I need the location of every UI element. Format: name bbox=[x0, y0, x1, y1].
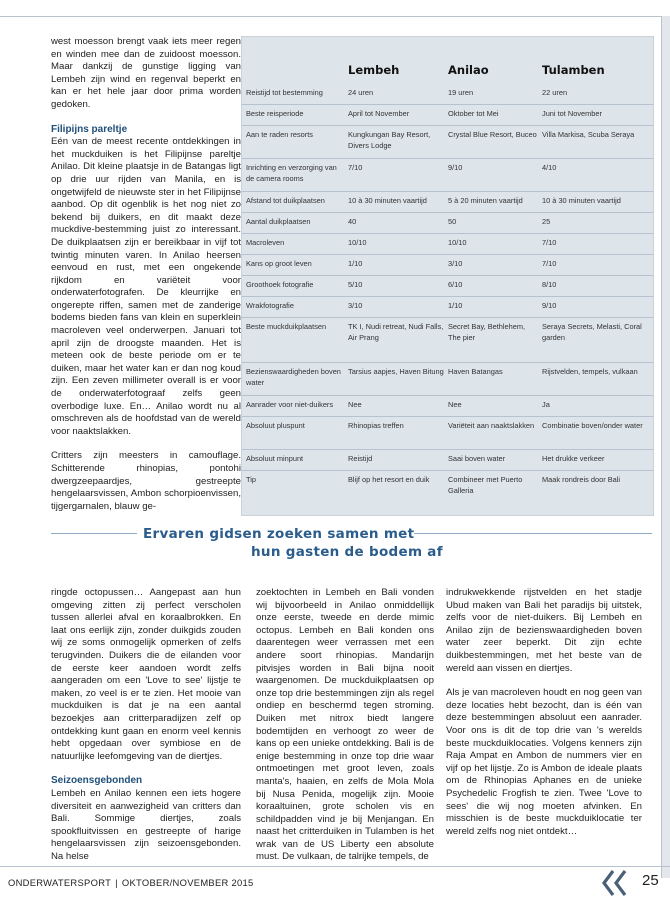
cell-lembeh: 3/10 bbox=[348, 301, 363, 310]
cell-anilao: Crystal Blue Resort, Buceo bbox=[448, 130, 537, 139]
cell-tulamben: Juni tot November bbox=[542, 109, 602, 118]
row-label: Reistijd tot bestemming bbox=[246, 88, 323, 97]
cell-tulamben: Rijstvelden, tempels, vulkaan bbox=[542, 367, 638, 376]
table-row bbox=[242, 280, 653, 297]
cell-anilao: Nee bbox=[448, 400, 462, 409]
row-label: Bezienswaardigheden boven water bbox=[246, 367, 341, 387]
cell-lembeh: 10/10 bbox=[348, 238, 367, 247]
article-column-bottom-right bbox=[446, 587, 642, 838]
row-label: Aantal duikplaatsen bbox=[246, 217, 311, 226]
header-tulamben: Tulamben bbox=[542, 63, 605, 77]
row-label: Macroleven bbox=[246, 238, 285, 247]
cell-lembeh: Reistijd bbox=[348, 454, 373, 463]
cell-tulamben: 22 uren bbox=[542, 88, 568, 97]
cell-tulamben: Combinatie boven/onder water bbox=[542, 421, 643, 430]
table-row bbox=[242, 367, 653, 396]
cell-tulamben: 9/10 bbox=[542, 301, 557, 310]
footer-rule bbox=[0, 866, 670, 867]
cell-tulamben: Maak rondreis door Bali bbox=[542, 475, 621, 484]
row-label: Groothoek fotografie bbox=[246, 280, 314, 289]
row-label: Beste reisperiode bbox=[246, 109, 304, 118]
cell-anilao: 5 à 20 minuten vaartijd bbox=[448, 196, 523, 205]
pullquote-rule-right bbox=[414, 533, 652, 534]
section-heading-seizoensgebonden: Seizoensgebonden bbox=[51, 775, 143, 787]
cell-anilao: Oktober tot Mei bbox=[448, 109, 499, 118]
cell-anilao: 19 uren bbox=[448, 88, 474, 97]
row-label: Absoluut minpunt bbox=[246, 454, 304, 463]
table-row bbox=[242, 475, 653, 503]
cell-lembeh: Rhinopias treffen bbox=[348, 421, 404, 430]
issue-date: OKTOBER/NOVEMBER 2015 bbox=[121, 877, 254, 888]
table-row bbox=[242, 400, 653, 417]
cell-tulamben: 7/10 bbox=[542, 238, 557, 247]
row-label: Aan te raden resorts bbox=[246, 130, 313, 139]
row-label: Beste muckduikplaatsen bbox=[246, 322, 327, 331]
row-label: Absoluut pluspunt bbox=[246, 421, 305, 430]
table-header-row bbox=[242, 65, 653, 81]
table-row bbox=[242, 322, 653, 363]
article-column-bottom-middle bbox=[256, 587, 434, 864]
cell-anilao: Variëteit aan naaktslakken bbox=[448, 421, 535, 430]
cell-tulamben: Het drukke verkeer bbox=[542, 454, 605, 463]
pullquote-rule-left bbox=[51, 533, 137, 534]
table-row bbox=[242, 301, 653, 318]
row-label: Inrichting en verzorging van de camera rooms bbox=[246, 163, 337, 183]
cell-anilao: 1/10 bbox=[448, 301, 463, 310]
conclusion-paragraph: Als je van macroleven houdt en nog geen van deze locaties hebt bezocht, dan is één van deze bestemmingen absoluut een aanrader. Voor ons is dit de top drie van 's werelds beste muckduiklocaties. Volgens kenners zijn Raja Ampat en Ambon de nummers vier en vijf op het lijstje. Zo is Ambon de ideale plaats om de Rhinopias Aphanes en de unieke Psychedelic Frogfish te zien. Twee 'Love to sees' die wij nog moeten afvinken. En misschien is de beste muckduiklocatie ter wereld zelfs nog niet ontdekt… bbox=[446, 687, 642, 837]
table-row bbox=[242, 217, 653, 234]
table-row bbox=[242, 259, 653, 276]
cell-anilao: Secret Bay, Bethlehem, The pier bbox=[448, 322, 526, 342]
anilao-paragraph: Eén van de meest recente ontdekkingen in het muckduiken is het Filipijnse pareltje Anilao. Dit kleine plaatsje in de Batangas ligt op drie uur rijden van Manila, en is ongetwijfeld de nieuwste ster in het Filipijnse aanbod. Op dit ogenblik is het nog niet zo bekend bij duikers, en dit maakt deze muckdive-bestemming juist zo interessant. De duikplaatsen zijn er bereikbaar in vijf tot twintig minuten varen. In Anilao heersen eenvoud en rust, met een ongekende rijkdom en variëteit voor onderwaterfotografen. De kleurrijke en ongerepte riffen, samen met de zanderige bodems bieden fans van klein en superklein macroleven veel onderwerpen. Januari tot april zijn de droogste maanden. Het is meteen ook de beste periode om er te duiken, maar het water kan er dan nog koud zijn. Een zeven millimeter overall is er voor de onderwaterfotograaf zelfs geen overbodige luxe. En… Anilao wordt nu al omschreven als de hoofdstad van de wereld voor naaktslakken. bbox=[51, 136, 241, 437]
cell-anilao: Saai boven water bbox=[448, 454, 506, 463]
cell-lembeh: Kungkungan Bay Resort, Divers Lodge bbox=[348, 130, 431, 150]
magazine-name: ONDERWATERSPORT bbox=[8, 877, 112, 888]
cell-tulamben: Seraya Secrets, Melasti, Coral garden bbox=[542, 322, 642, 342]
cell-tulamben: 4/10 bbox=[542, 163, 557, 172]
article-column-bottom-left bbox=[51, 587, 241, 863]
cell-tulamben: Villa Markisa, Scuba Seraya bbox=[542, 130, 635, 139]
table-row bbox=[242, 196, 653, 213]
header-anilao: Anilao bbox=[448, 63, 489, 77]
searches-paragraph: zoektochten in Lembeh en Bali vonden wij bijvoorbeeld in Anilao onmiddellijk onze eerste, tweede en derde mimic octopus. Lembeh en Bali konden ons daarentegen weer verrassen met een andere soort rhinopias. Mandarijn pitvisjes worden in Bali bijna nooit waargenomen. De muckduikplaatsen op onze top drie bestemmingen zijn als regel ondiep en beschermd tegen stroming. Duiken met nitrox biedt langere bodemtijden en verhoogt zo weer de kans op een unieke ontdekking. Bali is de enige bestemming in onze top drie waar ontmoetingen met groot leven, zoals manta's, haaien, en zelfs de Mola Mola bij Nusa Penida, mogelijk zijn. Mooie koraaltuinen, grote scholen vis en schildpadden vind je bij Menjangan. En naast het critterduiken in Tulamben is het wrak van de US Liberty een absolute must. De vulkaan, de talrijke tempels, de bbox=[256, 587, 434, 863]
page-number: 25 bbox=[642, 872, 659, 889]
article-column-left bbox=[51, 36, 241, 513]
row-label: Tip bbox=[246, 475, 256, 484]
cell-lembeh: Tarsius aapjes, Haven Bitung bbox=[348, 367, 444, 376]
table-row bbox=[242, 163, 653, 192]
cell-tulamben: 10 à 30 minuten vaartijd bbox=[542, 196, 621, 205]
cell-lembeh: 24 uren bbox=[348, 88, 374, 97]
header-lembeh: Lembeh bbox=[348, 63, 400, 77]
page-frame-top bbox=[0, 0, 670, 17]
cell-tulamben: 7/10 bbox=[542, 259, 557, 268]
cell-tulamben: 25 bbox=[542, 217, 551, 226]
row-label: Afstand tot duikplaatsen bbox=[246, 196, 325, 205]
cell-anilao: 10/10 bbox=[448, 238, 467, 247]
row-label: Kans op groot leven bbox=[246, 259, 312, 268]
page-frame-right bbox=[661, 16, 670, 878]
cell-anilao: 6/10 bbox=[448, 280, 463, 289]
octopus-paragraph: ringde octopussen… Aangepast aan hun omgeving zitten zij perfect verscholen tussen allerlei afval en koraalbrokken. En laat ons eerlijk zijn, zonder duikgids zouden wij ze soms onmogelijk opmerken of zelfs terugvinden. Duikers die de eilanden voor de eerste keer aandoen wordt zelfs aangeraden om een 'Love to see' lijstje te maken, zo veel is er te zien. Het mooie van muckduiken is dat je na een aantal bezoekjes aan critterparadijzen zelf op ontdekking kunt gaan en enorm veel kennis hebt opgedaan over symbiose en de natuurlijke leefomgeving van de diertjes. bbox=[51, 587, 241, 762]
critters-paragraph: Critters zijn meesters in camouflage. Schitterende rhinopias, pontohi dwergzeepaardjes, gestreepte hengelaarsvissen, Ambon schorpioenvissen, tijgergarnalen, blauw ge- bbox=[51, 450, 241, 512]
section-heading-filipijns: Filipijns pareltje bbox=[51, 123, 128, 135]
cell-lembeh: 40 bbox=[348, 217, 357, 226]
cell-anilao: Combineer met Puerto Galleria bbox=[448, 475, 523, 495]
cell-lembeh: April tot November bbox=[348, 109, 410, 118]
seasonal-paragraph: Lembeh en Anilao kennen een iets hogere diversiteit en aanwezigheid van critters dan Bali. Sommige diertjes, zoals spookfluitvissen en gestreepte of harige hengelaarsvissen zijn seizoensgebonden. Na helse bbox=[51, 787, 241, 862]
pullquote-line-2: hun gasten de bodem af bbox=[251, 544, 443, 560]
double-chevron-left-icon bbox=[598, 866, 634, 900]
cell-anilao: Haven Batangas bbox=[448, 367, 503, 376]
table-row bbox=[242, 421, 653, 450]
cell-tulamben: Ja bbox=[542, 400, 550, 409]
cell-lembeh: 1/10 bbox=[348, 259, 363, 268]
table-row bbox=[242, 454, 653, 471]
cell-lembeh: TK I, Nudi retreat, Nudi Falls, Air Prang bbox=[348, 322, 444, 342]
cell-anilao: 3/10 bbox=[448, 259, 463, 268]
cell-lembeh: 5/10 bbox=[348, 280, 363, 289]
table-row bbox=[242, 238, 653, 255]
row-label: Aanrader voor niet-duikers bbox=[246, 400, 334, 409]
cell-lembeh: Blijf op het resort en duik bbox=[348, 475, 430, 484]
pullquote-line-1: Ervaren gidsen zoeken samen met bbox=[143, 526, 415, 542]
table-row bbox=[242, 88, 653, 105]
table-row bbox=[242, 109, 653, 126]
cell-lembeh: 7/10 bbox=[348, 163, 363, 172]
footer-separator: | bbox=[115, 877, 118, 888]
bali-paragraph: indrukwekkende rijstvelden en het stadje Ubud maken van Bali het paradijs bij uitstek, zelfs voor de niet-duikers. Bij Lembeh en Anilao zijn de bezienswaardigheden boven water zeer beperkt. Dit zijn echte duikbestemmingen, met het beste van de wereld aan vissen en diertjes. bbox=[446, 587, 642, 674]
cell-tulamben: 8/10 bbox=[542, 280, 557, 289]
cell-lembeh: Nee bbox=[348, 400, 362, 409]
intro-paragraph: west moesson brengt vaak iets meer regen en winden mee dan de zuidoost moesson. Maar dankzij de gunstige ligging van Lembeh zijn wind en regenval beperkt en kan er het hele jaar door prima worden gedoken. bbox=[51, 36, 241, 110]
row-label: Wrakfotografie bbox=[246, 301, 294, 310]
cell-lembeh: 10 à 30 minuten vaartijd bbox=[348, 196, 427, 205]
table-row bbox=[242, 130, 653, 159]
comparison-table bbox=[241, 36, 654, 516]
cell-anilao: 50 bbox=[448, 217, 457, 226]
footer bbox=[8, 877, 254, 888]
cell-anilao: 9/10 bbox=[448, 163, 463, 172]
